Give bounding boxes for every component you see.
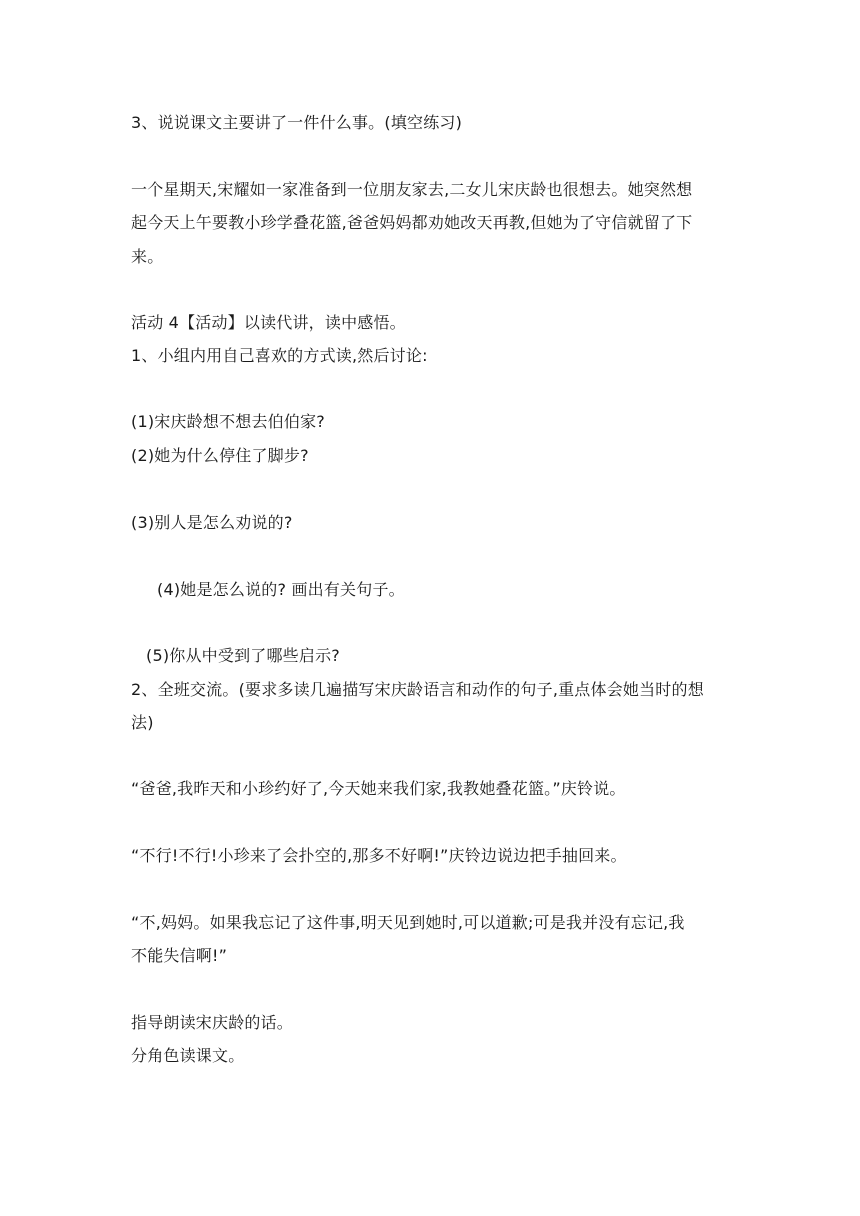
summary-line-2: 起今天上午要教小珍学叠花篮,爸爸妈妈都劝她改天再教,但她为了守信就留了下 — [131, 213, 693, 232]
quote-2: “不行!不行!小珍来了会扑空的,那多不好啊!”庆铃边说边把手抽回来。 — [131, 846, 627, 865]
quote-1: “爸爸,我昨天和小珍约好了,今天她来我们家,我教她叠花篮。”庆铃说。 — [131, 779, 626, 798]
step2-line-1: 2、全班交流。(要求多读几遍描写宋庆龄语言和动作的句子,重点体会她当时的想 — [131, 680, 704, 699]
summary-line-3: 来。 — [131, 247, 164, 266]
question-4: (4)她是怎么说的? 画出有关句子。 — [157, 580, 405, 599]
question-3: (3)别人是怎么劝说的? — [131, 513, 293, 532]
role-reading: 分角色读课文。 — [131, 1046, 245, 1065]
step2-line-2: 法) — [131, 713, 154, 732]
question-5: (5)你从中受到了哪些启示? — [146, 646, 340, 665]
activity4-title: 活动 4【活动】以读代讲，读中感悟。 — [131, 313, 406, 332]
step1: 1、小组内用自己喜欢的方式读,然后讨论: — [131, 346, 428, 365]
quote-3-line-2: 不能失信啊!” — [131, 946, 228, 965]
guide-reading: 指导朗读宋庆龄的话。 — [131, 1013, 294, 1032]
question-1: (1)宋庆龄想不想去伯伯家? — [131, 412, 325, 431]
q3-heading: 3、说说课文主要讲了一件什么事。(填空练习) — [131, 113, 463, 132]
summary-line-1: 一个星期天,宋耀如一家准备到一位朋友家去,二女儿宋庆龄也很想去。她突然想 — [131, 180, 693, 199]
quote-3-line-1: “不,妈妈。如果我忘记了这件事,明天见到她时,可以道歉;可是我并没有忘记,我 — [131, 913, 685, 932]
question-2: (2)她为什么停住了脚步? — [131, 446, 309, 465]
